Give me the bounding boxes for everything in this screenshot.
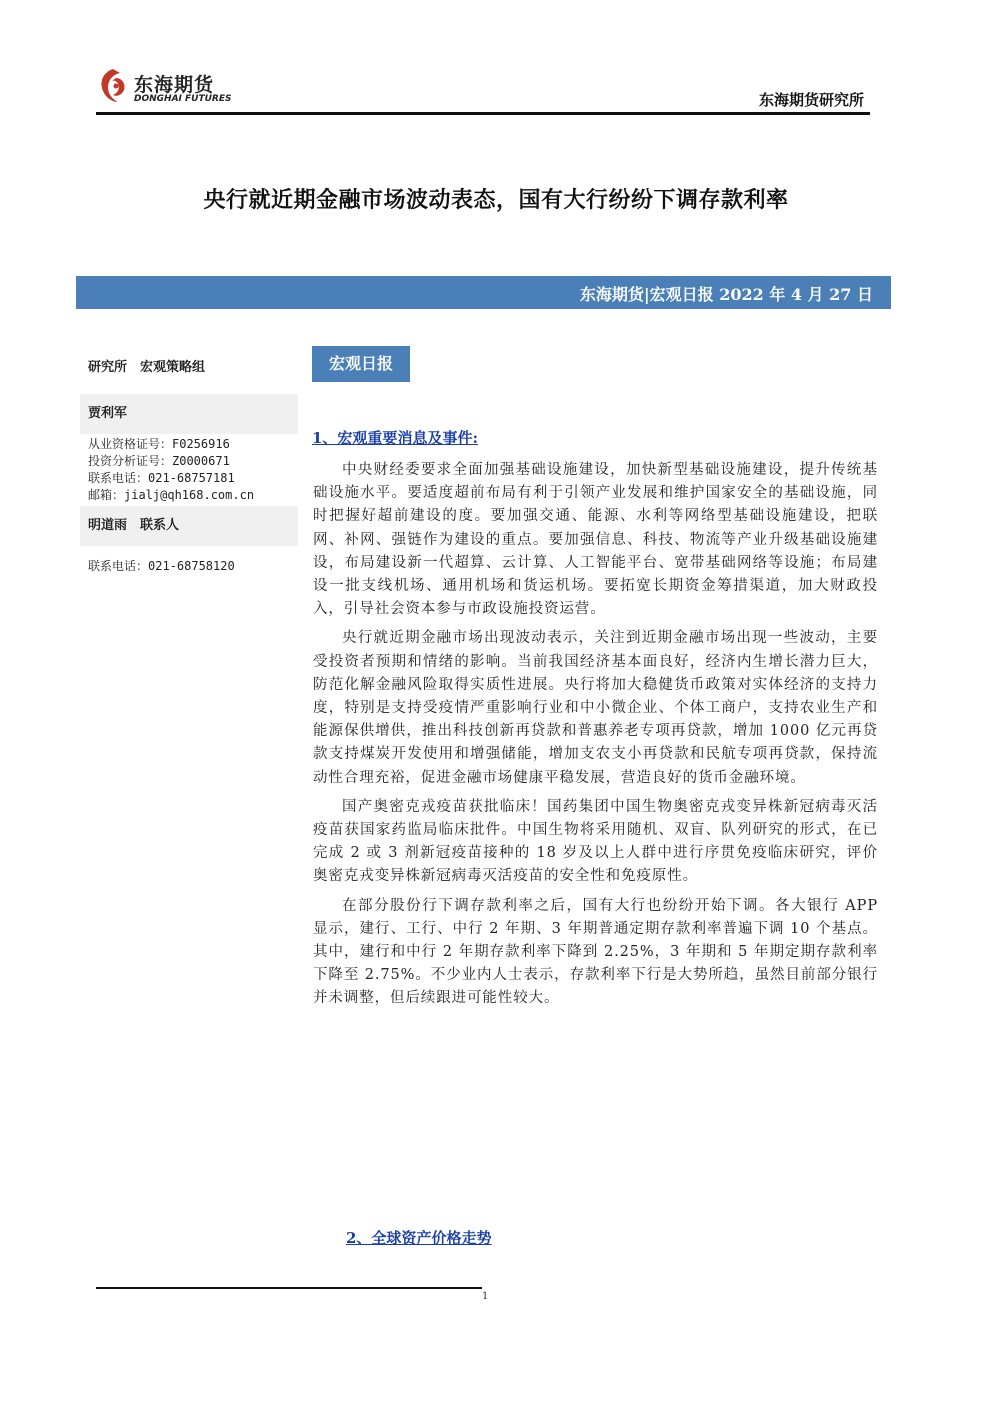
- footer-divider: [96, 1287, 482, 1289]
- section-heading-events: 1、宏观重要消息及事件:: [312, 429, 478, 447]
- page-number: 1: [482, 1291, 489, 1302]
- analyst-email: 邮箱：jialj@qh168.com.cn: [88, 488, 255, 502]
- analyst-name: 贾利军: [80, 394, 298, 434]
- analyst-info: [80, 434, 298, 506]
- report-banner: [76, 276, 891, 309]
- company-logo: [96, 66, 236, 110]
- header-divider: [96, 112, 870, 115]
- author-sidebar: [80, 350, 298, 575]
- paragraph: 央行就近期金融市场出现波动表示，关注到近期金融市场出现一些波动，主要受投资者预期和情绪的影响。当前我国经济基本面良好，经济内生增长潜力巨大，防范化解金融风险取得实质性进展。央行将加大稳健货币政策对实体经济的支持力度，特别是支持受疫情严重影响行业和中小微企业、个体工商户，支持农业生产和能源保供增供，推出科技创新再贷款和普惠养老专项再贷款，增加 1000 亿元再贷款支持煤炭开发使用和增强储能，增加支农支小再贷款和民航专项再贷款，保持流动性合理充裕，促进金融市场健康平稳发展，营造良好的货币金融环境。: [313, 630, 878, 786]
- logo-emblem-icon: [96, 66, 130, 106]
- analyst-phone: 联系电话：021-68757181: [88, 471, 235, 485]
- paragraph: 中央财经委要求全面加强基础设施建设，加快新型基础设施建设，提升传统基础设施水平。要适度超前布局有利于引领产业发展和维护国家安全的基础设施，同时把握好超前建设的度。要加强交通、能源、水利等网络型基础设施建设，把联网、补网、强链作为建设的重点。要加强信息、科技、物流等产业升级基础设施建设，布局建设新一代超算、云计算、人工智能平台、宽带基础网络等设施；布局建设一批支线机场、通用机场和货运机场。要拓宽长期资金筹措渠道，加大财政投入，引导社会资本参与市政设施投资运营。: [313, 462, 878, 618]
- logo-text-cn: 东海期货: [134, 74, 215, 96]
- analysis-number: 投资分析证号：Z0000671: [88, 454, 230, 468]
- qualification-number: 从业资格证号：F0256916: [88, 437, 230, 451]
- banner-text: 东海期货|宏观日报 2022 年 4 月 27 日: [579, 285, 873, 304]
- section-tag: 宏观日报: [312, 346, 410, 382]
- logo-text-en: DONGHAI FUTURES: [134, 94, 232, 104]
- news-body: [313, 459, 878, 1017]
- contact-phone: 联系电话：021-68758120: [88, 559, 235, 573]
- paragraph: 国产奥密克戎疫苗获批临床！国药集团中国生物奥密克戎变异株新冠病毒灭活疫苗获国家药监局临床批件。中国生物将采用随机、双盲、队列研究的形式，在已完成 2 或 3 剂新冠疫苗接种的 18 岁及以上人群中进行序贯免疫临床研究，评价奥密克戎变异株新冠病毒灭活疫苗的安全性和免疫原性。: [313, 798, 878, 885]
- section-heading-assets: 2、全球资产价格走势: [346, 1229, 492, 1247]
- contact-person: 明道雨 联系人: [80, 506, 298, 546]
- paragraph: 在部分股份行下调存款利率之后，国有大行也纷纷开始下调。各大银行 APP 显示，建行、工行、中行 2 年期、3 年期普通定期存款利率普遍下调 10 个基点。其中，建行和中行 2 年期存款利率下降到 2.25%，3 年期和 5 年期定期存款利率下降至 2.75%。不少业内人士表示，存款利率下行是大势所趋，虽然目前部分银行并未调整，但后续跟进可能性较大。: [313, 897, 878, 1007]
- department-label: 研究所 宏观策略组: [88, 360, 206, 375]
- report-title: 央行就近期金融市场波动表态，国有大行纷纷下调存款利率: [203, 187, 789, 213]
- institute-name: 东海期货研究所: [758, 91, 864, 109]
